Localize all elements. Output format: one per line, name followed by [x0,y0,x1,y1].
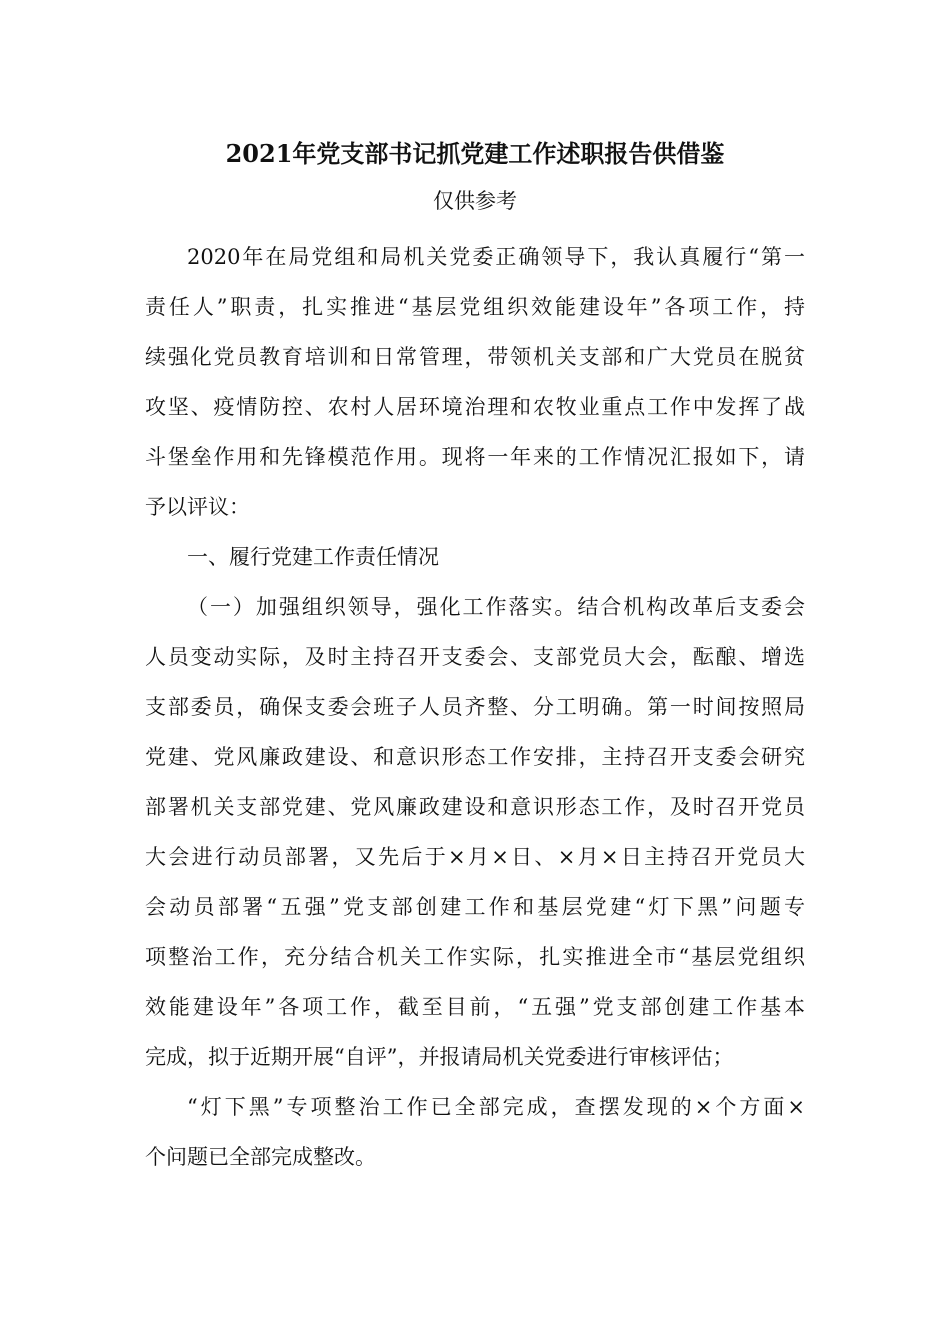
section-heading [145,532,805,582]
paragraph-line: 攻坚、疫情防控、农村人居环境治理和农牧业重点工作中发挥了战 [145,395,805,419]
paragraph-line: 效能建设年”各项工作，截至目前，“五强”党支部创建工作基本 [145,995,805,1019]
paragraph-line: 项整治工作，充分结合机关工作实际，扎实推进全市“基层党组织 [145,945,805,969]
paragraph-line: 个问题已全部完成整改。 [145,1145,376,1169]
paragraph-intro [145,232,805,532]
paragraph-line: 斗堡垒作用和先锋模范作用。现将一年来的工作情况汇报如下，请 [145,445,805,469]
paragraph-line: （一）加强组织领导，强化工作落实。结合机构改革后支委会 [187,595,805,619]
paragraph-organization [145,582,805,1082]
paragraph-line: 责任人”职责，扎实推进“基层党组织效能建设年”各项工作，持 [145,295,805,319]
paragraph-line: “灯下黑”专项整治工作已全部完成，查摆发现的×个方面× [187,1095,805,1119]
paragraph-line: 部署机关支部党建、党风廉政建设和意识形态工作，及时召开党员 [145,795,805,819]
section-heading-text: 一、履行党建工作责任情况 [187,545,439,569]
paragraph-line: 会动员部署“五强”党支部创建工作和基层党建“灯下黑”问题专 [145,895,805,919]
paragraph-line: 人员变动实际，及时主持召开支委会、支部党员大会，酝酿、增选 [145,645,805,669]
paragraph-line: 续强化党员教育培训和日常管理，带领机关支部和广大党员在脱贫 [145,345,805,369]
paragraph-line: 2020年在局党组和局机关党委正确领导下，我认真履行“第一 [187,245,805,269]
document-body [145,232,805,1182]
paragraph-line: 支部委员，确保支委会班子人员齐整、分工明确。第一时间按照局 [145,695,805,719]
document-title: 2021年党支部书记抓党建工作述职报告供借鉴 [225,139,725,168]
paragraph-line: 党建、党风廉政建设、和意识形态工作安排，主持召开支委会研究 [145,745,805,769]
paragraph-line: 大会进行动员部署，又先后于×月×日、×月×日主持召开党员大 [145,845,805,869]
paragraph-line: 予以评议： [145,495,250,519]
paragraph-line: 完成，拟于近期开展“自评”，并报请局机关党委进行审核评估； [145,1045,734,1069]
paragraph-rectification [145,1082,805,1182]
document-subtitle: 仅供参考 [433,189,517,213]
